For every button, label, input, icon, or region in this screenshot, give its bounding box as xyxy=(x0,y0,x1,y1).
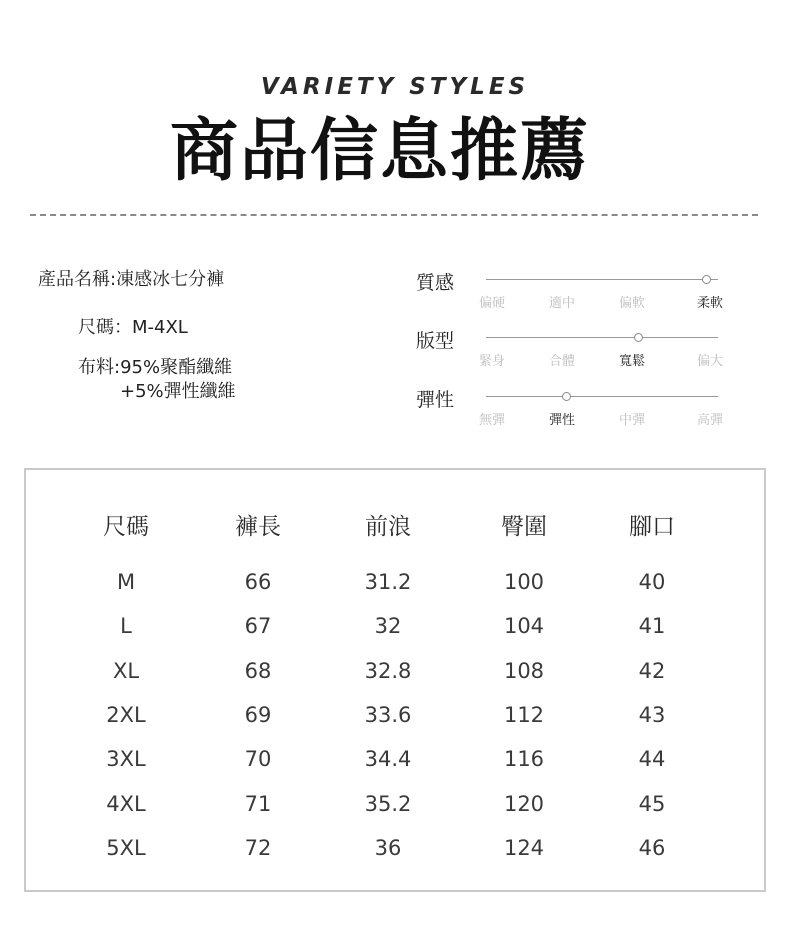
product-size-range: 尺碼：M-4XL xyxy=(78,317,188,338)
table-cell: 124 xyxy=(503,835,545,860)
table-cell: 2XL xyxy=(106,702,146,727)
section-eyebrow: VARIETY STYLES xyxy=(260,74,530,100)
attribute-option: 高彈 xyxy=(696,413,723,428)
attribute-option: 緊身 xyxy=(478,354,505,369)
table-header-cell: 前浪 xyxy=(365,514,411,540)
attribute-scale-line xyxy=(486,396,718,397)
table-cell: 41 xyxy=(638,614,666,639)
table-cell: 45 xyxy=(638,791,666,816)
attribute-scale-line xyxy=(486,279,718,280)
table-cell: 67 xyxy=(244,614,272,639)
table-cell: 71 xyxy=(244,791,272,816)
attribute-label: 質感 xyxy=(416,272,455,294)
table-cell: 3XL xyxy=(106,747,146,772)
table-cell: 35.2 xyxy=(364,791,412,816)
attribute-option: 彈性 xyxy=(548,413,575,428)
table-cell: 32.8 xyxy=(364,658,412,683)
attribute-option: 寬鬆 xyxy=(618,354,645,369)
table-cell: 40 xyxy=(638,570,666,594)
attribute-scale-marker xyxy=(634,333,643,342)
size-table xyxy=(24,468,766,892)
table-cell: 4XL xyxy=(106,791,146,816)
attribute-option: 偏硬 xyxy=(478,296,505,311)
table-cell: 120 xyxy=(503,791,545,816)
table-header-cell: 尺碼 xyxy=(103,514,149,540)
table-header-cell: 臀圍 xyxy=(501,514,547,540)
table-cell: 104 xyxy=(503,614,545,639)
attribute-option: 偏大 xyxy=(696,354,723,369)
table-cell: 44 xyxy=(638,747,666,772)
table-cell: 66 xyxy=(244,570,272,594)
attribute-scale-marker xyxy=(562,392,571,401)
table-header-cell: 腳口 xyxy=(629,514,675,540)
table-cell: L xyxy=(120,614,132,639)
product-name: 產品名稱:凍感冰七分褲 xyxy=(38,269,225,290)
table-cell: 32 xyxy=(374,614,402,639)
attribute-option: 偏軟 xyxy=(618,296,645,311)
table-cell: 69 xyxy=(244,702,272,727)
dashed-divider xyxy=(30,214,758,216)
table-header-cell: 褲長 xyxy=(235,514,281,540)
product-fabric-line-1: 布料:95%聚酯纖維 xyxy=(78,357,233,378)
table-cell: 42 xyxy=(638,658,666,683)
table-cell: 116 xyxy=(503,747,545,772)
attribute-option: 無彈 xyxy=(478,413,505,428)
attribute-label: 彈性 xyxy=(416,389,455,411)
table-cell: XL xyxy=(112,658,140,683)
table-cell: 72 xyxy=(244,835,272,860)
table-cell: 31.2 xyxy=(364,570,412,594)
attribute-option: 柔軟 xyxy=(696,296,723,311)
table-cell: 46 xyxy=(638,835,666,860)
attribute-scale-line xyxy=(486,337,718,338)
table-cell: 108 xyxy=(503,658,545,683)
attribute-scale-marker xyxy=(702,275,711,284)
page-title: 商品信息推薦 xyxy=(169,112,590,191)
table-cell: 33.6 xyxy=(364,702,412,727)
table-cell: 5XL xyxy=(106,835,146,860)
attribute-option: 合體 xyxy=(548,354,575,369)
table-cell: 34.4 xyxy=(364,747,412,772)
product-fabric-line-2: +5%彈性纖維 xyxy=(120,381,236,402)
table-cell: 43 xyxy=(638,702,666,727)
table-cell: 100 xyxy=(503,570,545,594)
attribute-option: 中彈 xyxy=(618,413,645,428)
table-cell: M xyxy=(116,570,136,594)
table-cell: 112 xyxy=(503,702,545,727)
attribute-option: 適中 xyxy=(548,296,575,311)
attribute-label: 版型 xyxy=(416,330,455,352)
table-cell: 36 xyxy=(374,835,402,860)
table-cell: 68 xyxy=(244,658,272,683)
table-cell: 70 xyxy=(244,747,272,772)
